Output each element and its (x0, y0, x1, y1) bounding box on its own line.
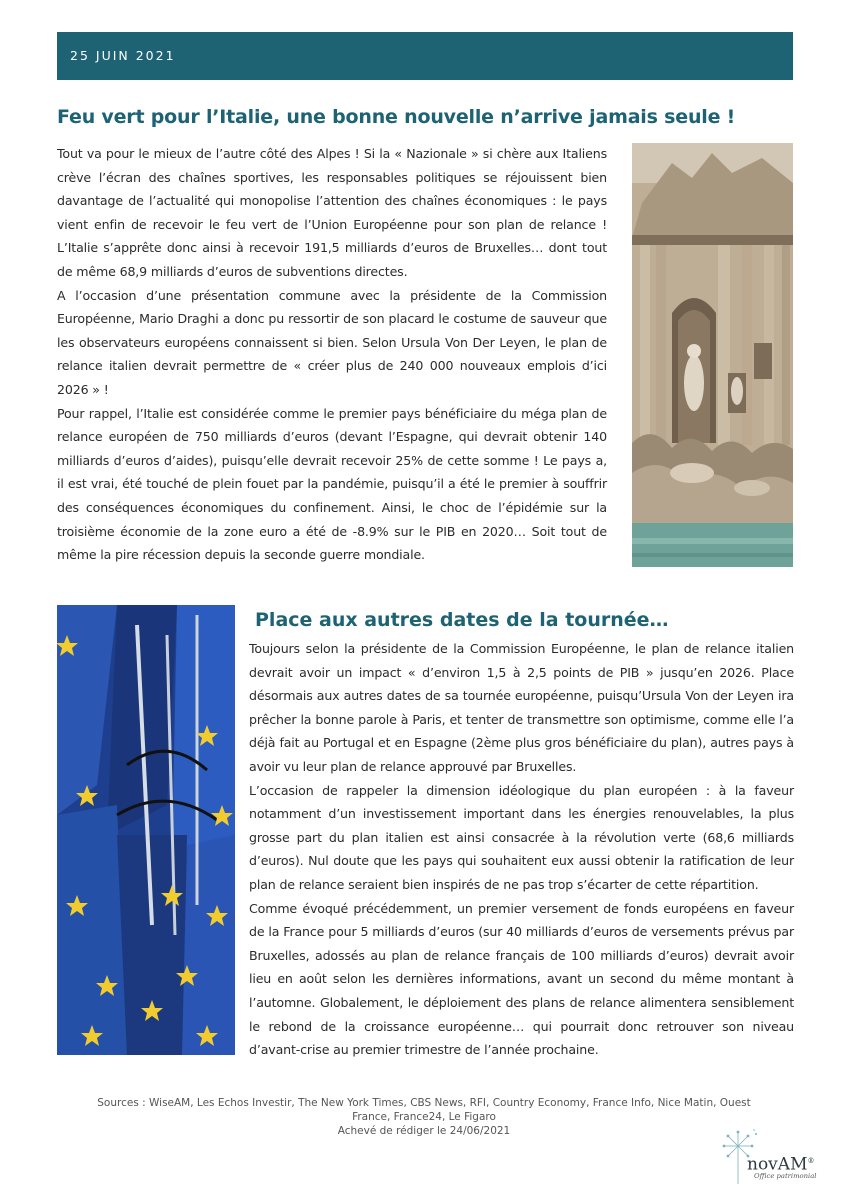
paragraph: Comme évoqué précédemment, un premier versement de fonds européens en faveur de la France pour 5 milliards d’euros (sur 40 milliards d’euros de versements prévus par Bruxelles, adossés au plan de relance français de 100 milliards d’euros) devrait avoir lieu en août selon les dernières informations, avant un second du même montant à l’automne. Globalement, le déploiement des plans de relance alimentera sensiblement le rebond de la croissance européenne… qui pourrait donc retrouver son niveau d’avant-crise au premier trimestre de l’année prochaine. (249, 900, 794, 1058)
sources-line: Sources : WiseAM, Les Echos Investir, The New York Times, CBS News, RFI, Country Economy, France Info, Nice Matin, Ouest (97, 1097, 751, 1109)
trevi-fountain-photo (632, 143, 793, 567)
sources-line: France, France24, Le Figaro (352, 1111, 496, 1123)
article-body-italy (57, 142, 607, 567)
paragraph: L’occasion de rappeler la dimension idéologique du plan européen : à la faveur notamment d’un investissement important dans les énergies renouvelables, la plus grosse part du plan italien est ainsi consacrée à la révolution verte (68,6 milliards d’euros). Nul doute que les pays qui souhaitent eux aussi obtenir la ratification de leur plan de relance seraient bien inspirés de ne pas trop s’écarter de cette répartition. (249, 782, 794, 892)
written-date: Achevé de rédiger le 24/06/2021 (337, 1125, 511, 1137)
novam-logo (718, 1128, 818, 1188)
paragraph: A l’occasion d’une présentation commune avec la présidente de la Commission Européenne, Mario Draghi a donc pu ressortir de son placard le costume de sauveur que les observateurs européens connaissent si bien. Selon Ursula Von Der Leyen, le plan de relance italien devrait permettre de « créer plus de 240 000 nouveaux emplois d’ici 2026 » ! (57, 287, 607, 397)
article-body-tour (249, 637, 794, 1062)
sources-note (60, 1096, 788, 1138)
paragraph: Toujours selon la présidente de la Commission Européenne, le plan de relance italien devrait avoir un impact « d’environ 1,5 à 2,5 points de PIB » jusqu’en 2026. Place désormais aux autres dates de sa tournée européenne, puisqu’Ursula Von der Leyen ira prêcher la bonne parole à Paris, et tenter de transmettre son optimisme, comme elle l’a déjà fait au Portugal et en Espagne (2ème plus gros bénéficiaire du plan), autres pays à avoir vu leur plan de relance approuvé par Bruxelles. (249, 641, 794, 774)
logo-wordmark: novAM® (747, 1154, 815, 1175)
article-title-tour: Place aux autres dates de la tournée… (255, 609, 669, 631)
paragraph: Pour rappel, l’Italie est considérée comme le premier pays bénéficiaire du méga plan de relance européen de 750 milliards d’euros (devant l’Espagne, qui devrait obtenir 140 milliards d’euros d’aides), puisqu’elle devrait recevoir 25% de cette somme ! Le pays a, il est vrai, été touché de plein fouet par la pandémie, puisqu’il a été le premier à souffrir des conséquences économiques du confinement. Ainsi, le choc de l’épidémie sur la troisième économie de la zone euro a été de -8.9% sur le PIB en 2020… Soit tout de même la pire récession depuis la seconde guerre mondiale. (57, 405, 607, 563)
date-banner (57, 32, 793, 80)
publication-date: 25 JUIN 2021 (70, 48, 176, 63)
logo-tagline: Office patrimonial (754, 1172, 817, 1180)
eu-flags-photo (57, 605, 235, 1055)
paragraph: Tout va pour le mieux de l’autre côté des Alpes ! Si la « Nazionale » si chère aux Italiens crève l’écran des chaînes sportives, les responsables politiques se réjouissent bien davantage de l’actualité qui monopolise l’attention des chaînes économiques : le pays vient enfin de recevoir le feu vert de l’Union Européenne pour son plan de relance ! L’Italie s’apprête donc ainsi à recevoir 191,5 milliards d’euros de Bruxelles… dont tout de même 68,9 milliards d’euros de subventions directes. (57, 146, 607, 279)
article-title-italy: Feu vert pour l’Italie, une bonne nouvelle n’arrive jamais seule ! (57, 106, 736, 128)
